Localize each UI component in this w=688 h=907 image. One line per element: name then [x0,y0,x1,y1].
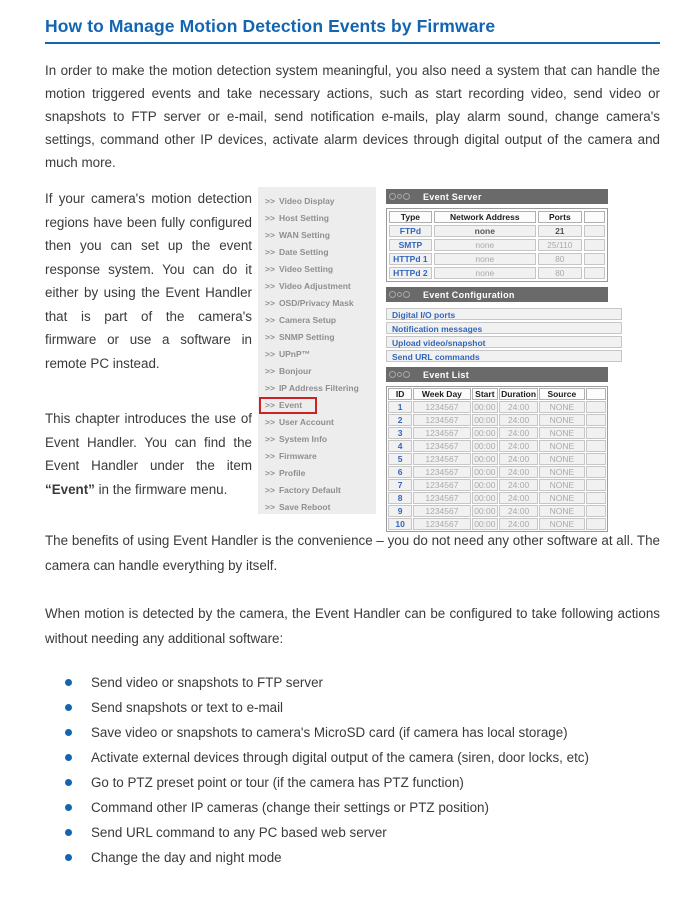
sidebar-item-label: Video Display [278,196,335,206]
sidebar-item-label: User Account [278,417,334,427]
sidebar-item-wan-setting[interactable] [258,227,376,244]
column-paragraph-2 [45,407,252,501]
firmware-screenshot [258,187,608,529]
clipped-cell [586,401,606,413]
clipped-cell [584,253,605,265]
double-chevron-icon: >> [265,434,275,444]
event-emphasis: “Event” [45,481,95,497]
firmware-content-panel [386,187,608,529]
clipped-cell [586,505,606,517]
cell-id[interactable]: 2 [388,414,412,426]
cell-id[interactable]: 4 [388,440,412,452]
cell-week_day: 1234567 [413,518,470,530]
double-chevron-icon: >> [265,502,275,512]
event-configuration-links [386,308,608,362]
table-row [388,427,606,439]
table-row [389,253,605,265]
section-title: Event Configuration [423,289,515,300]
cell-week_day: 1234567 [413,440,470,452]
bullet-icon [65,729,72,736]
bullet-item [45,820,660,845]
sidebar-item-label: Factory Default [278,485,341,495]
clipped-cell [586,440,606,452]
bullet-item [45,795,660,820]
sidebar-item-label: Event [278,400,303,410]
intro-paragraph: In order to make the motion detection system meaningful, you also need a system that can handle the motion triggered events and take necessary actions, such as start recording video, send video or snapshots to FTP server or e-mail, send notification e-mails, play alarm sound, change camera's settings, command other IP devices, activate alarm devices through digital output of the camera and much more. [45,63,660,170]
event-configuration-header [386,287,608,302]
cell-start: 00:00 [472,401,499,413]
table-row [388,505,606,517]
config-link-send-url-commands[interactable]: Send URL commands [386,350,622,362]
left-text-column [45,187,252,514]
sidebar-item-firmware[interactable] [258,448,376,465]
sidebar-item-user-account[interactable] [258,414,376,431]
column-header-ports: Ports [538,211,582,223]
column-header-id: ID [388,388,412,400]
cell-week_day: 1234567 [413,505,470,517]
cell-id[interactable]: 8 [388,492,412,504]
config-link-notification-messages[interactable]: Notification messages [386,322,622,334]
cell-source: NONE [539,453,585,465]
cell-id[interactable]: 9 [388,505,412,517]
double-chevron-icon: >> [265,485,275,495]
actions-bullet-list [45,670,660,870]
column-paragraph-1: If your camera's motion detection regions have been fully configured then you can set up the event response system. You can do it either by using the Event Handler that is part of the camera's firmware or use a software in remote PC instead. [45,191,252,371]
bullet-item [45,720,660,745]
cell-start: 00:00 [472,479,499,491]
double-chevron-icon: >> [265,230,275,240]
double-chevron-icon: >> [265,468,275,478]
double-chevron-icon: >> [265,451,275,461]
config-link-upload-video-snapshot[interactable]: Upload video/snapshot [386,336,622,348]
sidebar-item-label: Date Setting [278,247,329,257]
column-header-start: Start [472,388,499,400]
firmware-sidebar-menu [258,187,376,514]
sidebar-item-label: SNMP Setting [278,332,335,342]
cell-week_day: 1234567 [413,466,470,478]
column-header-source: Source [539,388,585,400]
bullet-text: Send video or snapshots to FTP server [91,675,323,690]
bullet-text: Send snapshots or text to e-mail [91,700,284,715]
cell-source: NONE [539,479,585,491]
double-chevron-icon: >> [265,196,275,206]
when-motion-paragraph: When motion is detected by the camera, the Event Handler can be configured to take following actions without needing any additional software: [45,606,660,646]
cell-type[interactable]: SMTP [389,239,432,251]
bullet-text: Go to PTZ preset point or tour (if the camera has PTZ function) [91,775,464,790]
clipped-cell [584,225,605,237]
section-title: Event Server [423,191,482,202]
sidebar-item-save-reboot[interactable] [258,499,376,516]
double-chevron-icon: >> [265,298,275,308]
cell-source: NONE [539,427,585,439]
cell-address: none [434,225,536,237]
double-chevron-icon: >> [265,400,275,410]
double-chevron-icon: >> [265,349,275,359]
sidebar-item-host-setting[interactable] [258,210,376,227]
red-highlight-box [259,397,317,414]
bullet-icon [65,779,72,786]
table-row [388,453,606,465]
cell-week_day: 1234567 [413,427,470,439]
cell-id[interactable]: 10 [388,518,412,530]
column-header-week-day: Week Day [413,388,470,400]
cell-start: 00:00 [472,505,499,517]
table-row [388,492,606,504]
double-chevron-icon: >> [265,264,275,274]
cell-week_day: 1234567 [413,492,470,504]
double-chevron-icon: >> [265,417,275,427]
cell-duration: 24:00 [499,505,538,517]
table-row [388,440,606,452]
cell-source: NONE [539,466,585,478]
cell-ports: 80 [538,267,582,279]
double-chevron-icon: >> [265,366,275,376]
cell-source: NONE [539,440,585,452]
cell-week_day: 1234567 [413,414,470,426]
cell-source: NONE [539,492,585,504]
sidebar-item-label: System Info [278,434,328,444]
sidebar-item-upnp[interactable] [258,346,376,363]
cell-duration: 24:00 [499,453,538,465]
bullet-icon [65,754,72,761]
sidebar-item-label: WAN Setting [278,230,330,240]
clipped-cell [584,267,605,279]
cell-duration: 24:00 [499,440,538,452]
double-chevron-icon: >> [265,315,275,325]
paragraph-text: This chapter introduces the use of Event Handler. You can find the Event Handler under the item [45,411,252,473]
sidebar-item-ip-address-filtering[interactable] [258,380,376,397]
table-row [389,239,605,251]
event-server-header [386,189,608,204]
paragraph-text: in the firmware menu. [94,481,228,497]
cell-address: none [434,253,536,265]
clipped-cell [586,479,606,491]
bullet-text: Activate external devices through digital output of the camera (siren, door locks, etc) [91,750,589,765]
sidebar-item-label: Video Adjustment [278,281,351,291]
column-header-type: Type [389,211,432,223]
cell-duration: 24:00 [499,466,538,478]
bullet-text: Save video or snapshots to camera's MicroSD card (if camera has local storage) [91,725,568,740]
cell-id[interactable]: 3 [388,427,412,439]
cell-duration: 24:00 [499,414,538,426]
sidebar-item-label: Host Setting [278,213,329,223]
bullet-text: Command other IP cameras (change their settings or PTZ position) [91,800,489,815]
sidebar-item-label: Firmware [278,451,317,461]
cell-source: NONE [539,518,585,530]
sidebar-item-event[interactable] [258,397,376,414]
sidebar-item-factory-default[interactable] [258,482,376,499]
bullet-item [45,745,660,770]
table-row [389,225,605,237]
cell-ports: 25/110 [538,239,582,251]
cell-duration: 24:00 [499,479,538,491]
sidebar-item-label: Save Reboot [278,502,331,512]
cell-type[interactable]: HTTPd 2 [389,267,432,279]
sidebar-item-video-display[interactable] [258,193,376,210]
cell-source: NONE [539,414,585,426]
bullet-icon [65,679,72,686]
sidebar-panel-divider [376,187,386,514]
bullet-text: Change the day and night mode [91,850,282,865]
table-row [388,414,606,426]
cell-source: NONE [539,401,585,413]
sidebar-item-snmp-setting[interactable] [258,329,376,346]
bullet-icon [65,704,72,711]
two-column-section [45,187,660,529]
sidebar-item-profile[interactable] [258,465,376,482]
cell-id[interactable]: 1 [388,401,412,413]
cell-ports: 21 [538,225,582,237]
cell-id[interactable]: 5 [388,453,412,465]
cell-duration: 24:00 [499,492,538,504]
clipped-cell [586,466,606,478]
cell-start: 00:00 [472,466,499,478]
sidebar-item-label: Camera Setup [278,315,337,325]
clipped-cell [586,414,606,426]
sidebar-item-label: Bonjour [278,366,312,376]
table-row [388,479,606,491]
sidebar-item-video-adjustment[interactable] [258,278,376,295]
cell-start: 00:00 [472,453,499,465]
bullet-icon [65,829,72,836]
cell-start: 00:00 [472,414,499,426]
clipped-cell [586,427,606,439]
table-row [389,267,605,279]
clipped-cell [584,239,605,251]
sidebar-item-system-info[interactable] [258,431,376,448]
benefits-paragraph: The benefits of using Event Handler is the convenience – you do not need any other software at all. The camera can handle everything by itself. [45,533,660,573]
section-title: Event List [423,369,470,380]
sidebar-item-bonjour[interactable] [258,363,376,380]
sidebar-item-label: UPnP™ [278,349,311,359]
table-row [388,401,606,413]
cell-type[interactable]: HTTPd 1 [389,253,432,265]
bullet-item [45,695,660,720]
double-chevron-icon: >> [265,281,275,291]
table-row [388,466,606,478]
cell-week_day: 1234567 [413,479,470,491]
cell-start: 00:00 [472,427,499,439]
clipped-cell [586,453,606,465]
cell-id[interactable]: 6 [388,466,412,478]
cell-type[interactable]: FTPd [389,225,432,237]
cell-address: none [434,239,536,251]
double-chevron-icon: >> [265,383,275,393]
sidebar-item-label: IP Address Filtering [278,383,359,393]
bullet-item [45,845,660,870]
section-chain-icon [389,193,410,200]
cell-id[interactable]: 7 [388,479,412,491]
config-link-digital-i-o-ports[interactable]: Digital I/O ports [386,308,622,320]
cell-duration: 24:00 [499,401,538,413]
double-chevron-icon: >> [265,247,275,257]
clipped-column [584,211,605,223]
page-title: How to Manage Motion Detection Events by Firmware [45,0,660,44]
sidebar-item-label: Video Setting [278,264,334,274]
bullet-icon [65,854,72,861]
bullet-icon [65,804,72,811]
cell-address: none [434,267,536,279]
clipped-cell [586,492,606,504]
clipped-column [586,388,606,400]
sidebar-item-osd-privacy-mask[interactable] [258,295,376,312]
double-chevron-icon: >> [265,332,275,342]
event-list-header [386,367,608,382]
event-server-table [386,208,608,282]
bullet-item [45,670,660,695]
bullet-text: Send URL command to any PC based web server [91,825,387,840]
cell-duration: 24:00 [499,427,538,439]
sidebar-item-camera-setup[interactable] [258,312,376,329]
column-header-network-address: Network Address [434,211,536,223]
section-chain-icon [389,291,410,298]
sidebar-item-date-setting[interactable] [258,244,376,261]
sidebar-item-video-setting[interactable] [258,261,376,278]
cell-week_day: 1234567 [413,401,470,413]
cell-week_day: 1234567 [413,453,470,465]
column-header-duration: Duration [501,389,537,399]
event-list-table [386,386,608,532]
sidebar-item-label: OSD/Privacy Mask [278,298,354,308]
cell-start: 00:00 [472,518,499,530]
bullet-item [45,770,660,795]
cell-duration: 24:00 [499,518,538,530]
cell-ports: 80 [538,253,582,265]
cell-start: 00:00 [472,492,499,504]
cell-start: 00:00 [472,440,499,452]
cell-source: NONE [539,505,585,517]
double-chevron-icon: >> [265,213,275,223]
section-chain-icon [389,371,410,378]
sidebar-item-label: Profile [278,468,306,478]
